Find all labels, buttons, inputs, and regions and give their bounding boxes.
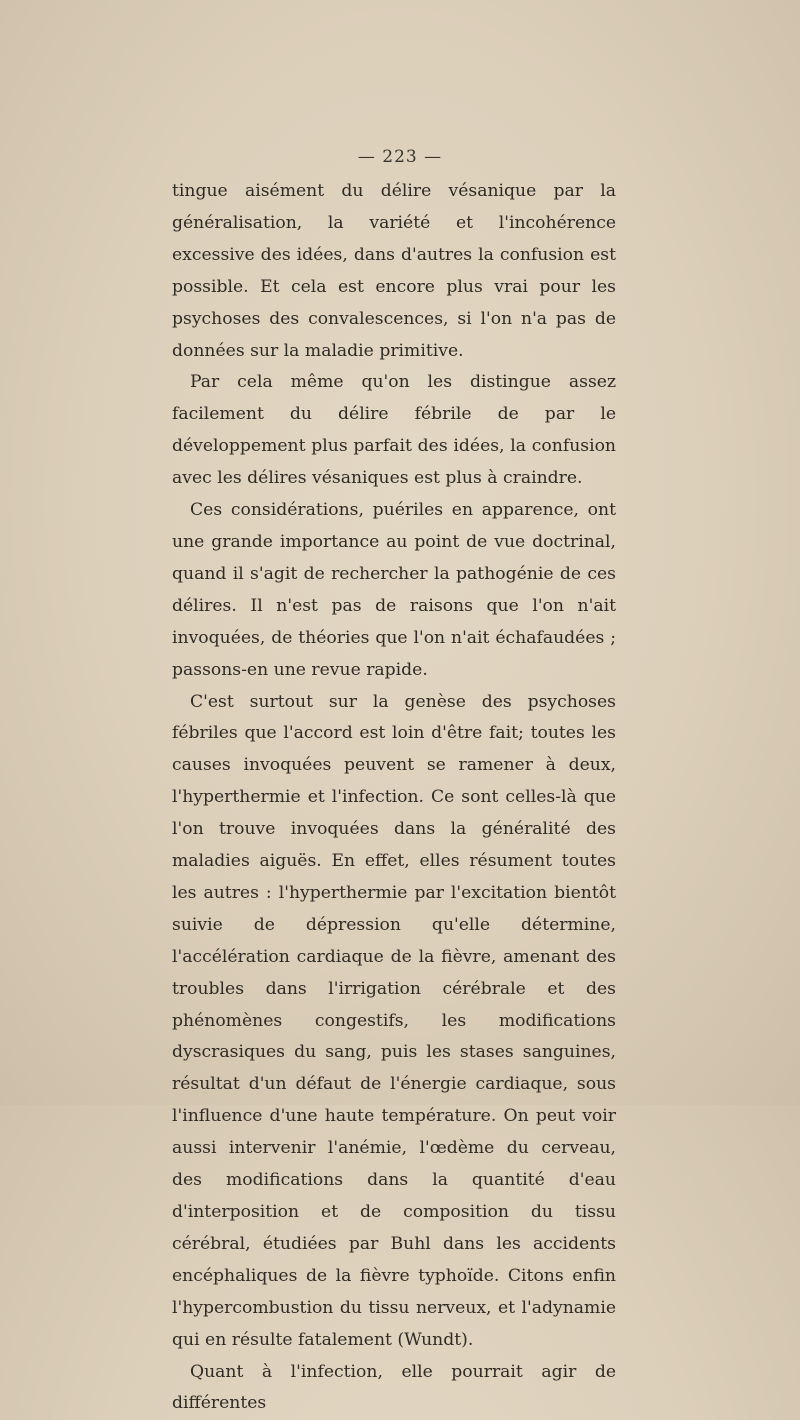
paragraph-1: tingue aisément du délire vésanique par la généralisation, la variété et l'incohérence excessive des idées, dans d'autres la confusion est possible. Et cela est encore plus vrai pour les psychoses des convalescences, si l'on n'a pas de données sur la maladie primitive. bbox=[172, 181, 616, 361]
paragraph-4: C'est surtout sur la genèse des psychoses fébriles que l'accord est loin d'être fait; toutes les causes invoquées peuvent se ramener à deux, l'hyperthermie et l'infection. Ce sont celles-là que l'on trouve invoquées dans la généralité des maladies aiguës. En effet, elles résument toutes les autres : l'hyperthermie par l'excitation bientôt suivie de dépression qu'elle détermine, l'accélération cardiaque de la fièvre, amenant des troubles dans l'irrigation cérébrale et des phénomènes congestifs, les modifications dyscrasiques du sang, puis les stases sanguines, résultat d'un défaut de l'énergie cardiaque, sous l'influence d'une haute température. On peut voir aussi intervenir l'anémie, l'œdème du cerveau, des modifications dans la quantité d'eau d'interposition et de composition du tissu cérébral, étudiées par Buhl dans les accidents encéphaliques de la fièvre typhoïde. Citons enfin l'hypercombustion du tissu nerveux, et l'adynamie qui en résulte fatalement (Wundt). bbox=[172, 691, 616, 1350]
page-number: — 223 — bbox=[357, 147, 443, 167]
body-text bbox=[172, 176, 616, 1420]
paragraph-2: Par cela même qu'on les distingue assez facilement du délire fébrile de par le développement plus parfait des idées, la confusion avec les délires vésaniques est plus à craindre. bbox=[172, 372, 616, 489]
paragraph-5: Quant à l'infection, elle pourrait agir de différentes bbox=[172, 1361, 616, 1414]
paragraph-3: Ces considérations, puériles en apparence, ont une grande importance au point de vue doctrinal, quand il s'agit de rechercher la pathogénie de ces délires. Il n'est pas de raisons que l'on n'ait invoquées, de théories que l'on n'ait échafaudées ; passons-en une revue rapide. bbox=[172, 500, 616, 680]
